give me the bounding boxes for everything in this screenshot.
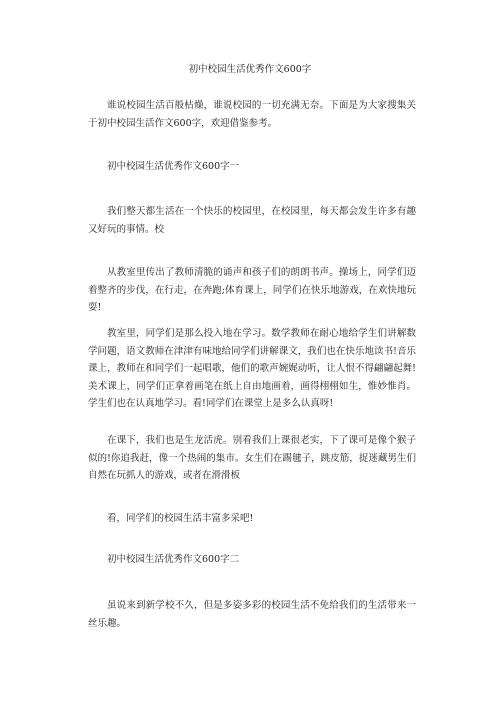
intro-paragraph: 谁说校园生活百般枯燥，谁说校园的一切充满无奈。下面是为大家搜集关于初中校园生活作文600字，欢迎借鉴参考。 bbox=[88, 100, 416, 129]
essay1-paragraph-2: 从教室里传出了教师清脆的诵声和孩子们的朗朗书声。操场上，同学们迈着整齐的步伐，在行走，在奔跑;体育课上，同学们在快乐地游戏，在欢快地玩耍! bbox=[88, 267, 416, 313]
essay1-paragraph-5: 看，同学们的校园生活丰富多采吧! bbox=[107, 513, 254, 524]
document-title: 初中校园生活优秀作文600字 bbox=[188, 64, 312, 75]
essay2-heading: 初中校园生活优秀作文600字二 bbox=[107, 554, 240, 565]
essay1-paragraph-3: 教室里，同学们是那么投入地在学习。数学教师在耐心地给学生们讲解数学问题，语文教师在津津有味地给同学们讲解课文，我们也在快乐地读书!音乐课上，教师在和同学们一起唱歌，他们的歌声婉娓动听，让人恨不得翩翩起舞!美术课上，同学们正拿着画笔在纸上自由地画着，画得栩栩如生，惟妙惟肖。学生们也在认真地学习。看!同学们在课堂上是多么认真呀! bbox=[88, 328, 416, 409]
essay1-heading: 初中校园生活优秀作文600字一 bbox=[107, 161, 240, 172]
essay1-paragraph-1: 我们整天都生活在一个快乐的校园里，在校园里，每天都会发生许多有趣又好玩的事情。校 bbox=[88, 206, 416, 235]
essay1-paragraph-4: 在课下，我们也是生龙活虎。别看我们上课很老实，下了课可是像个猴子似的!你追我赶，像一个热闹的集市。女生们在踢毽子，跳皮筋，捉迷藏男生们自然在玩抓人的游戏，或者在滑滑板 bbox=[88, 435, 416, 481]
essay2-paragraph-1: 虽说来到新学校不久，但是多姿多彩的校园生活不免给我们的生活带来一丝乐趣。 bbox=[88, 600, 416, 629]
